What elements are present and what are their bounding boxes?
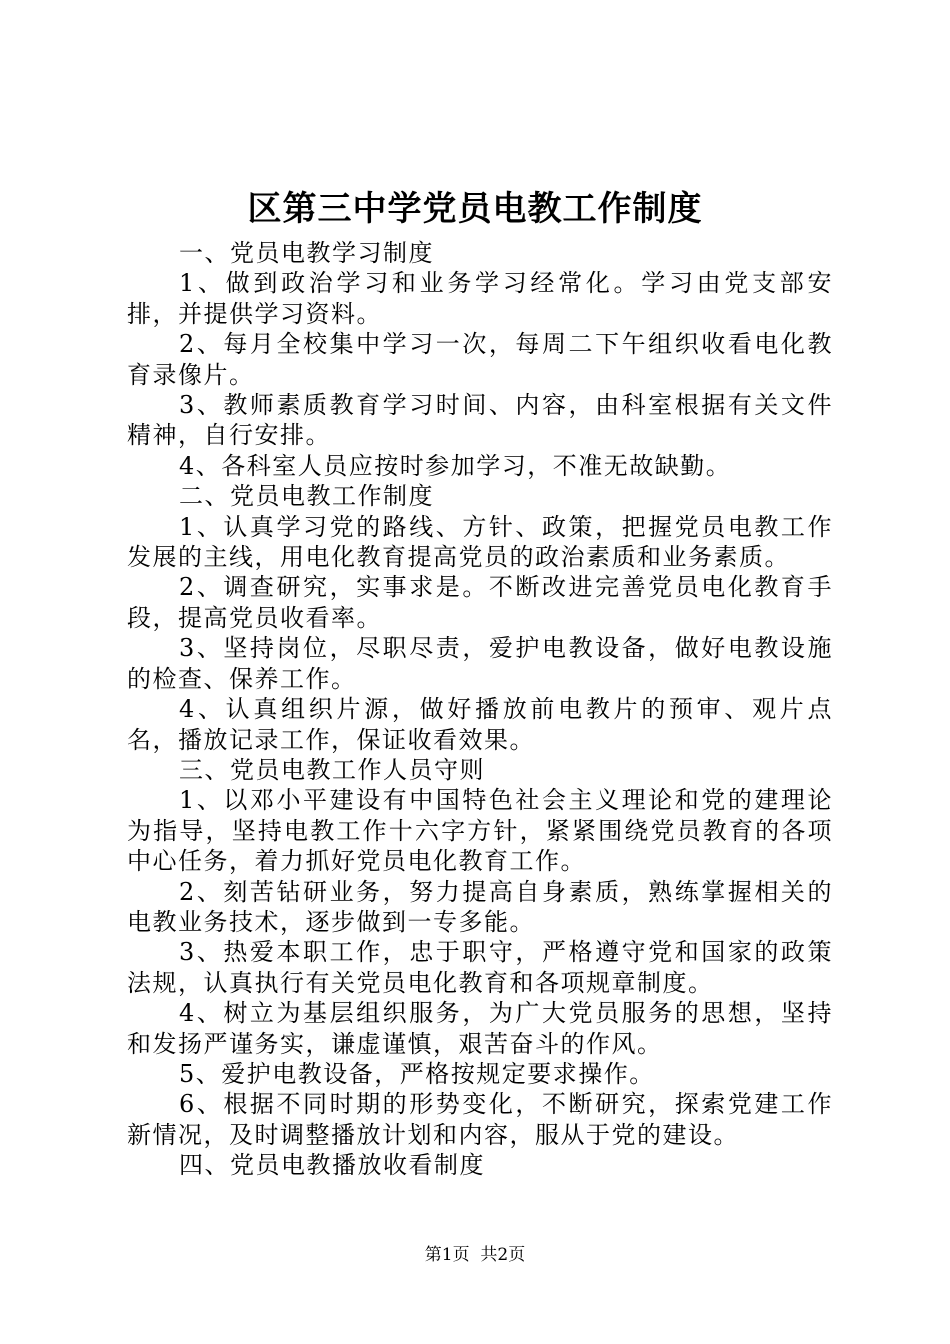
paragraph: 1、做到政治学习和业务学习经常化。学习由党支部安排，并提供学习资料。 bbox=[127, 269, 833, 328]
section-heading-4: 四、党员电教播放收看制度 bbox=[179, 1151, 485, 1180]
paragraph: 4、认真组织片源，做好播放前电教片的预审、观片点名，播放记录工作，保证收看效果。 bbox=[127, 695, 833, 754]
paragraph: 4、树立为基层组织服务，为广大党员服务的思想，坚持和发扬严谨务实，谦虚谨慎，艰苦奋斗的作风。 bbox=[127, 999, 833, 1058]
section-heading-2: 二、党员电教工作制度 bbox=[179, 482, 434, 511]
paragraph: 2、刻苦钻研业务，努力提高自身素质，熟练掌握相关的电教业务技术，逐步做到一专多能。 bbox=[127, 877, 833, 936]
paragraph: 1、认真学习党的路线、方针、政策，把握党员电教工作发展的主线，用电化教育提高党员的政治素质和业务素质。 bbox=[127, 512, 833, 572]
paragraph: 1、以邓小平建设有中国特色社会主义理论和党的建理论为指导，坚持电教工作十六字方针，紧紧围绕党员教育的各项中心任务，着力抓好党员电化教育工作。 bbox=[127, 786, 833, 876]
document-body bbox=[127, 238, 833, 1181]
paragraph: 3、热爱本职工作，忠于职守，严格遵守党和国家的政策法规，认真执行有关党员电化教育和各项规章制度。 bbox=[127, 938, 833, 997]
section-heading-3: 三、党员电教工作人员守则 bbox=[179, 755, 485, 784]
paragraph: 3、坚持岗位，尽职尽责，爱护电教设备，做好电教设施的检查、保养工作。 bbox=[127, 634, 833, 693]
paragraph: 2、每月全校集中学习一次，每周二下午组织收看电化教育录像片。 bbox=[127, 330, 833, 389]
section-heading-1: 一、党员电教学习制度 bbox=[179, 239, 434, 267]
page-footer bbox=[0, 1243, 950, 1267]
paragraph: 5、爱护电教设备，严格按规定要求操作。 bbox=[179, 1059, 655, 1088]
document-title: 区第三中学党员电教工作制度 bbox=[247, 189, 703, 229]
paragraph: 3、教师素质教育学习时间、内容，由科室根据有关文件精神，自行安排。 bbox=[127, 391, 833, 450]
paragraph: 4、各科室人员应按时参加学习，不准无故缺勤。 bbox=[179, 451, 732, 480]
paragraph: 2、调查研究，实事求是。不断改进完善党员电化教育手段，提高党员收看率。 bbox=[127, 573, 833, 632]
page-number: 第1页 共2页 bbox=[424, 1245, 526, 1265]
paragraph: 6、根据不同时期的形势变化，不断研究，探索党建工作新情况，及时调整播放计划和内容，服从于党的建设。 bbox=[127, 1090, 833, 1149]
